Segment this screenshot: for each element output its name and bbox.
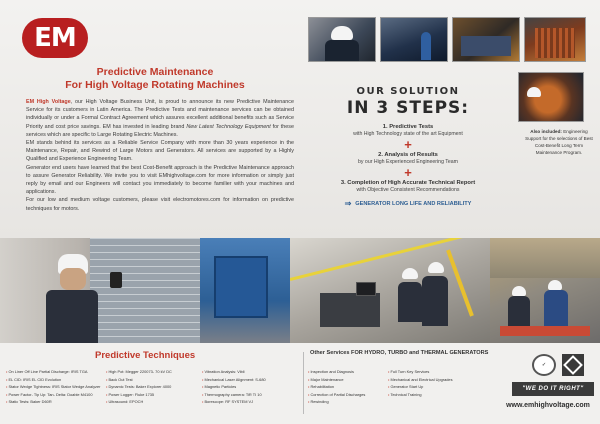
photo-generator-hall [452, 17, 520, 62]
step-2-title: 2. Analysis of Results [378, 152, 438, 158]
list-item: • Power Logger: Fluke 1735 [106, 391, 201, 399]
intro-text: EM High Voltage, our High Voltage Business Unit, is proud to announce its new Predictive Maintenance Service for its customers in Latin America. The Predictive Tests and maintenance services can be obtained individually or under a Formal Contract Agreement which assures excellent additional benefits such as Service Priority and cost price savings. EM has invested in leading brand New Latest Technology Equipment for these services which are specific to Large Rotating Electric Machines. EM stands behind its services as a Reliable Service Company with more than 30 years experience in the Maintenance, Repair, and Rewind of Large Motors and Generators. All services are supported by a Highly Qualified and Experience Engineering Team. Generator end users have learned that the best Cost-Benefit approach is the Predictive Maintenance approach to assure Generator Reliability. We invite you to visit EMhighvoltage.com for more information or simply just reply by email and our Engineers will contact you immediately to become familier with your machines and applications. For our low and medium voltage customers, please visit electromotores.com for information on predictive techniques for motors. [26, 99, 294, 212]
plus-icon: + [404, 137, 412, 152]
divider [303, 352, 304, 414]
list-item: • High Pot: Megger 220073- 70 kV DC [106, 368, 201, 376]
certification-seal-icon: ✓ [532, 354, 556, 376]
other-services-title: Other Services FOR HYDRO, TURBO and THERMAL GENERATORS [310, 350, 489, 356]
step-2-sub: by our High Experienced Engineering Team [358, 159, 458, 165]
also-included-note: Also included: Engineering Support for the selections of Best Cost-Benefit Long Term Maintenance Program. [525, 129, 593, 155]
photo-band [0, 238, 600, 343]
step-1-sub: with High Technology state of the art Equipment [353, 131, 463, 137]
plus-icon: + [404, 165, 412, 180]
list-item: • Stator Wedge Tightness: IRIS Stator Wedge Analyzer [6, 383, 106, 391]
list-item: • Dynamic Tests: Baker Explorer 4000 [106, 383, 201, 391]
list-item: • Back Out Test [106, 376, 201, 384]
list-item: • Major Maintenance [308, 376, 383, 384]
list-item: • Mechanical and Electrical Upgrades [388, 376, 498, 384]
list-item: • Mechanical Laser Alignment: S-680 [202, 376, 302, 384]
techniques-list-3 [202, 368, 302, 406]
list-item: • Ultrasound: EPOCH [106, 398, 201, 406]
photo-engineer-generator [380, 17, 448, 62]
website-link[interactable]: www.emhighvoltage.com [506, 402, 590, 409]
photo-wall-measurement [0, 238, 200, 343]
list-item: • EL CID: IRIS EL CID Evolution [6, 376, 106, 384]
photo-stator-winding [524, 17, 586, 62]
list-item: • Full Turn Key Services [388, 368, 498, 376]
solution-panel [302, 86, 514, 208]
solution-title: OUR SOLUTION [356, 86, 460, 97]
photo-technician-helmet [308, 17, 376, 62]
list-item: • Correction of Partial Discharges [308, 391, 383, 399]
list-item: • Rewinding [308, 398, 383, 406]
step-3-title: 3. Completion of High Accurate Technical Report [340, 180, 476, 186]
photo-field-testing [290, 238, 490, 343]
step-1-title: 1. Predictive Tests [382, 124, 434, 130]
double-arrow-icon: ⇒ [344, 199, 352, 208]
list-item: • On Liner Off Line Partial Discharge: IRIS TGA [6, 368, 106, 376]
em-logo: EM [22, 18, 88, 58]
techniques-list-2 [106, 368, 201, 406]
list-item: • Borescope: RF SYSTEM VJ [202, 398, 302, 406]
photo-rotor-inspection [518, 72, 584, 122]
list-item: • Technical Training [388, 391, 498, 399]
techniques-list-1 [6, 368, 106, 406]
page-headline: Predictive Maintenance For High Voltage Rotating Machines [65, 66, 245, 91]
list-item: • Static Tests: Baker D60R [6, 398, 106, 406]
photo-blue-generator [200, 238, 290, 343]
slogan-badge: "WE DO IT RIGHT" [512, 382, 594, 396]
goal-line: ⇒ GENERATOR LONG LIFE AND RELIABILITY [344, 199, 472, 208]
list-item: • Vibration Analysis: Vibli [202, 368, 302, 376]
list-item: • Magnetic Particles [202, 383, 302, 391]
step-3-sub: with Objective Consistent Recommendations [356, 187, 460, 193]
solution-subtitle: IN 3 STEPS: [346, 98, 470, 118]
list-item: • Generator Start Up [388, 383, 498, 391]
photo-plant-engineers [490, 238, 600, 343]
company-emblem-icon [562, 354, 584, 376]
list-item: • Rehabilitation [308, 383, 383, 391]
list-item: • Thermography camera: TiR TI 10 [202, 391, 302, 399]
other-services-list-1 [308, 368, 383, 406]
list-item: • Power Factor- Tip Up: Tan- Delta: Doable M4100 [6, 391, 106, 399]
other-services-list-2 [388, 368, 498, 398]
predictive-techniques-title: Predictive Techniques [95, 350, 196, 361]
list-item: • Inspection and Diagnosis [308, 368, 383, 376]
